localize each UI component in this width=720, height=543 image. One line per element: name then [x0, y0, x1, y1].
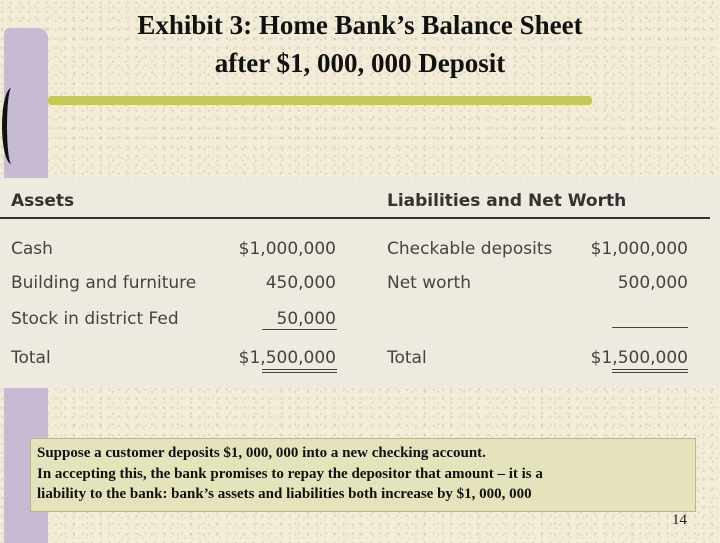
note-line-3: liability to the bank: bank’s assets and liabilities both increase by $1, 000, 000 [37, 486, 532, 502]
title-underline-bar [48, 96, 592, 105]
asset-value: 50,000 [276, 309, 336, 329]
title-line-1: Exhibit 3: Home Bank’s Balance Sheet [137, 10, 583, 40]
liability-label: Checkable deposits [387, 239, 553, 259]
liability-value: $1,000,000 [590, 239, 688, 259]
liabilities-total-double-rule [612, 372, 688, 373]
bracket-ornament [2, 88, 21, 164]
liability-label: Net worth [387, 273, 471, 293]
liabilities-subtotal-rule [612, 327, 688, 328]
asset-label: Cash [11, 239, 53, 259]
liabilities-total-label: Total [387, 348, 427, 368]
liability-value: 500,000 [617, 273, 688, 293]
slide-title [60, 6, 660, 82]
liabilities-total-double-rule [612, 369, 688, 370]
assets-total-double-rule [262, 372, 337, 373]
assets-total-value: $1,500,000 [238, 348, 336, 368]
note-line-2: In accepting this, the bank promises to repay the depositor that amount – it is a [37, 465, 543, 482]
liabilities-total-value: $1,500,000 [590, 348, 688, 368]
assets-total-double-rule [262, 369, 337, 370]
liabilities-header: Liabilities and Net Worth [387, 191, 627, 211]
title-line-2: after $1, 000, 000 Deposit [214, 48, 506, 78]
explanation-note [30, 438, 696, 512]
note-line-1: Suppose a customer deposits $1, 000, 000 into a new checking account. [37, 445, 486, 461]
assets-header: Assets [11, 191, 75, 211]
asset-value: 450,000 [265, 273, 336, 293]
header-rule [0, 217, 710, 219]
asset-value: $1,000,000 [238, 239, 336, 259]
assets-subtotal-rule [262, 329, 337, 330]
asset-label: Stock in district Fed [11, 309, 179, 329]
asset-label: Building and furniture [11, 273, 197, 293]
page-number: 14 [672, 512, 687, 528]
assets-total-label: Total [11, 348, 51, 368]
